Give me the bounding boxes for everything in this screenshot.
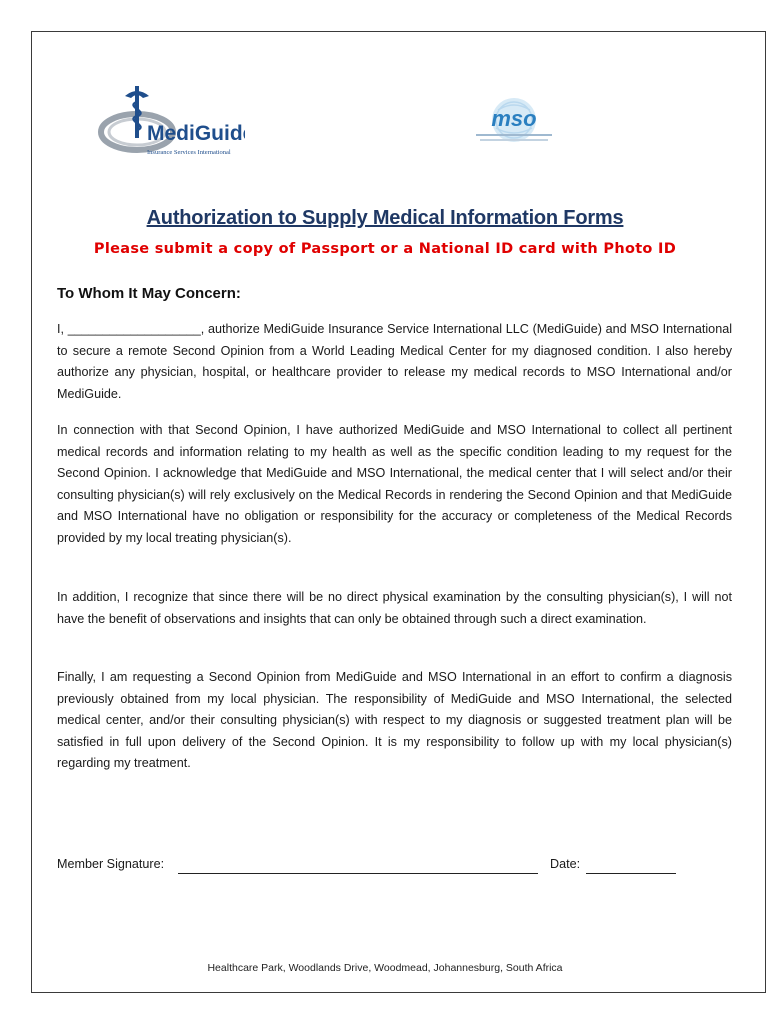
examination-paragraph: In addition, I recognize that since there will be no direct physical examination by the consulting physician(s), I will not have the benefit of observations and insights that can only be obtained through such a direct examination. xyxy=(57,590,732,626)
mso-logo-icon xyxy=(468,96,560,148)
mediguide-logo xyxy=(95,82,245,162)
svg-text:Insurance Services Internation: Insurance Services International xyxy=(147,149,231,156)
member-signature-field[interactable] xyxy=(178,873,538,874)
svg-text:MediGuide: MediGuide xyxy=(147,122,245,145)
salutation: To Whom It May Concern: xyxy=(57,285,241,302)
svg-text:mso: mso xyxy=(491,106,537,131)
date-label: Date: xyxy=(550,857,581,871)
authorization-paragraph: I, ___________________, authorize MediGuide Insurance Service International LLC (MediGuide) and MSO International to secure a remote Second Opinion from a World Leading Medical Center for my diagnosed condition. I also hereby authorize any physician, hospital, or healthcare provider to release my medical records to MSO International and/or MediGuide. xyxy=(57,322,732,401)
id-requirement-notice: Please submit a copy of Passport or a National ID card with Photo ID xyxy=(93,241,677,257)
member-signature-label: Member Signature: xyxy=(57,857,165,871)
records-paragraph: In connection with that Second Opinion, I have authorized MediGuide and MSO International to collect all pertinent medical records and information relating to my health as well as the specific condition leading to my request for the Second Opinion. I acknowledge that MediGuide and MSO International, the medical center that I will select and/or their consulting physician(s) will rely exclusively on the Medical Records in rendering the Second Opinion and that MediGuide and MSO International have no obligation or responsibility for the accuracy or completeness of the Medical Records provided by my local treating physician(s). xyxy=(57,423,732,545)
footer-address: Healthcare Park, Woodlands Drive, Woodmead, Johannesburg, South Africa xyxy=(207,962,563,974)
responsibility-paragraph: Finally, I am requesting a Second Opinion from MediGuide and MSO International in an effort to confirm a diagnosis previously obtained from my local physician. The responsibility of MediGuide and MSO International, the selected medical center, and/or their consulting physician(s) with respect to my diagnosis or suggested treatment plan will be satisfied in full upon delivery of the Second Opinion. It is my responsibility to follow up with my local physician(s) regarding my treatment. xyxy=(57,670,732,771)
page-title: Authorization to Supply Medical Information Forms xyxy=(146,207,624,229)
date-field[interactable] xyxy=(586,873,676,874)
mediguide-logo-icon xyxy=(95,82,245,162)
mso-logo xyxy=(468,96,560,148)
